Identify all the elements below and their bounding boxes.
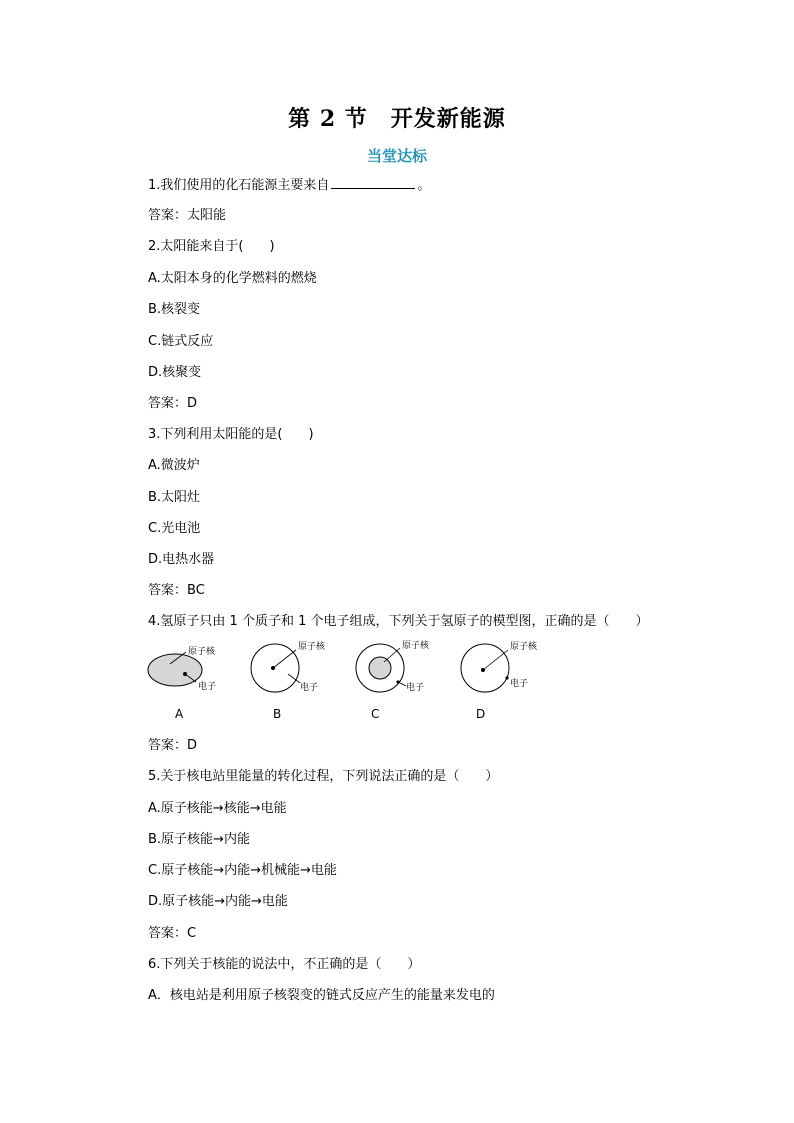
- svg-text:电子: 电子: [510, 679, 529, 689]
- question-5-answer: 答案：C: [148, 926, 197, 941]
- atom-model-d: [461, 640, 538, 692]
- svg-text:原子核: 原子核: [510, 642, 538, 652]
- question-4-stem: 4.氢原子只由 1 个质子和 1 个电子组成，下列关于氢原子的模型图，正确的是（ ）: [148, 614, 649, 629]
- question-4-answer: 答案：D: [148, 738, 198, 753]
- question-2-option-d: D.核聚变: [148, 365, 202, 380]
- answer-blank: [331, 176, 415, 189]
- question-3-option-d: D.电热水器: [148, 552, 215, 567]
- svg-text:原子核: 原子核: [402, 641, 430, 651]
- figure-label-d: D: [476, 707, 486, 721]
- question-2-option-a: A.太阳本身的化学燃料的燃烧: [148, 271, 317, 286]
- atom-model-figure: [140, 634, 560, 700]
- question-3-option-a: A.微波炉: [148, 458, 200, 473]
- figure-label-a: A: [175, 707, 184, 721]
- svg-text:电子: 电子: [406, 683, 425, 693]
- figure-label-c: C: [371, 707, 380, 721]
- atom-model-c: [356, 639, 430, 693]
- question-6-option-a: A．核电站是利用原子核裂变的链式反应产生的能量来发电的: [148, 988, 495, 1003]
- atom-model-b: [251, 640, 326, 693]
- question-5-stem: 5.关于核电站里能量的转化过程，下列说法正确的是（ ）: [148, 769, 499, 784]
- question-3-answer: 答案：BC: [148, 583, 205, 598]
- question-3-option-c: C.光电池: [148, 521, 201, 536]
- section-subtitle: 当堂达标: [366, 147, 427, 165]
- question-6-stem: 6.下列关于核能的说法中，不正确的是（ ）: [148, 957, 421, 972]
- question-1: [148, 176, 430, 195]
- question-5-option-d: D.原子核能→内能→电能: [148, 894, 288, 909]
- figure-label-b: B: [273, 707, 282, 721]
- question-5-option-b: B.原子核能→内能: [148, 832, 250, 847]
- svg-text:原子核: 原子核: [188, 647, 216, 657]
- question-5-option-c: C.原子核能→内能→机械能→电能: [148, 863, 337, 878]
- svg-text:电子: 电子: [198, 682, 217, 692]
- question-2-option-b: B.核裂变: [148, 302, 201, 317]
- svg-text:电子: 电子: [300, 683, 319, 693]
- page-title: 第 2 节 开发新能源: [288, 106, 506, 132]
- atom-model-a: [148, 645, 216, 692]
- question-3-stem: 3.下列利用太阳能的是( ): [148, 427, 314, 442]
- question-5-option-a: A.原子核能→核能→电能: [148, 801, 287, 816]
- question-2-option-c: C.链式反应: [148, 334, 214, 349]
- question-1-stem: 1.我们使用的化石能源主要来自: [148, 178, 330, 193]
- svg-text:原子核: 原子核: [298, 642, 326, 652]
- question-2-stem: 2.太阳能来自于( ): [148, 239, 275, 254]
- question-3-option-b: B.太阳灶: [148, 490, 201, 505]
- question-1-end: 。: [417, 178, 431, 193]
- question-2-answer: 答案：D: [148, 396, 198, 411]
- question-1-answer: 答案：太阳能: [148, 208, 227, 223]
